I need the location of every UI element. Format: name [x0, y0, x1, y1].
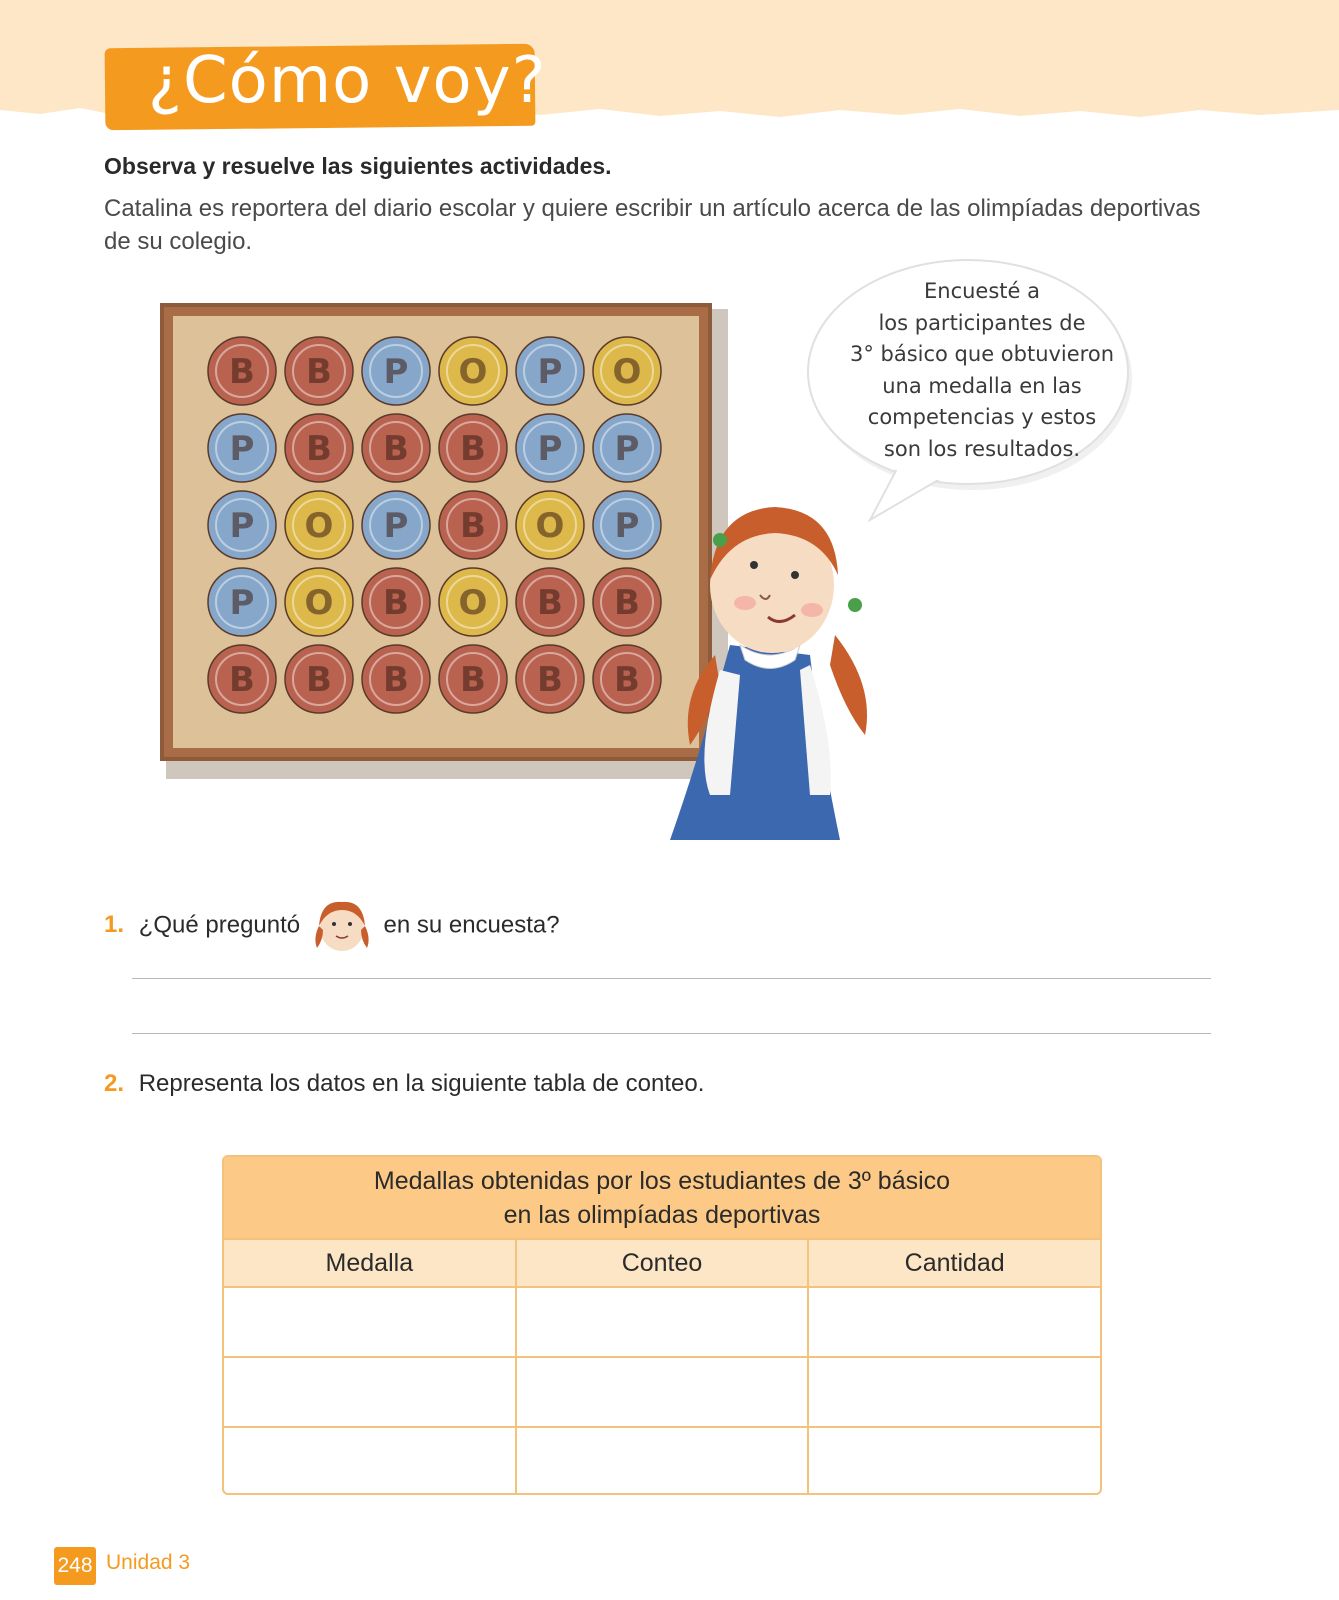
speech-line: competencias y estos: [867, 405, 1097, 429]
medal-letter: P: [229, 583, 255, 623]
table-cell[interactable]: [224, 1428, 515, 1495]
medal-letter: B: [460, 429, 486, 469]
answer-line[interactable]: [132, 1033, 1211, 1034]
medal-letter: B: [306, 352, 332, 392]
question-1-text-before: ¿Qué preguntó: [138, 911, 301, 939]
medal-letter: B: [460, 660, 486, 700]
question-2-text: Representa los datos en la siguiente tabla de conteo.: [138, 1070, 705, 1097]
question-1: [104, 898, 560, 954]
medal-letter: P: [537, 429, 563, 469]
medal-letter: O: [304, 583, 334, 623]
tally-table-title-line: en las olimpíadas deportivas: [503, 1201, 821, 1229]
medal-letter: O: [535, 506, 565, 546]
medal-letter: P: [614, 429, 640, 469]
table-cell[interactable]: [807, 1358, 1100, 1426]
medal-letter: B: [460, 506, 486, 546]
medal-B: [439, 414, 507, 482]
medal-letter: P: [383, 506, 409, 546]
medal-O: [516, 491, 584, 559]
table-row: [224, 1426, 1100, 1495]
medal-letter: B: [229, 352, 255, 392]
medal-letter: B: [306, 660, 332, 700]
intro-paragraph: Catalina es reportera del diario escolar y quiere escribir un artículo acerca de las olimpíadas deportivas de su colegio.: [104, 195, 1201, 255]
tally-table-title: [224, 1157, 1100, 1238]
page-title: ¿Cómo voy?: [148, 44, 547, 118]
medal-P: [208, 491, 276, 559]
medal-letter: B: [229, 660, 255, 700]
speech-line: los participantes de: [878, 310, 1086, 335]
medal-letter: B: [383, 583, 409, 623]
speech-line: son los resultados.: [883, 436, 1081, 461]
medal-B: [285, 414, 353, 482]
medal-P: [593, 414, 661, 482]
medal-B: [439, 645, 507, 713]
column-header: Conteo: [515, 1240, 808, 1286]
column-header: Medalla: [325, 1248, 414, 1277]
medal-P: [516, 337, 584, 405]
question-number: 1.: [104, 911, 125, 939]
medal-B: [208, 645, 276, 713]
question-number: 2.: [104, 1070, 125, 1097]
question-1-text-after: en su encuesta?: [383, 911, 560, 939]
medal-B: [593, 568, 661, 636]
speech-bubble-text: [822, 276, 1142, 465]
medal-letter: O: [304, 506, 334, 546]
girl-illustration: [660, 495, 890, 845]
medal-B: [362, 414, 430, 482]
medal-letter: B: [614, 660, 640, 700]
table-cell[interactable]: [807, 1428, 1100, 1495]
tally-table-title-line: Medallas obtenidas por los estudiantes de 3º básico: [373, 1167, 951, 1195]
medal-B: [362, 568, 430, 636]
table-cell[interactable]: [515, 1288, 808, 1356]
question-2: [104, 1070, 704, 1098]
medal-B: [285, 337, 353, 405]
medal-B: [362, 645, 430, 713]
medal-B: [285, 645, 353, 713]
medal-P: [208, 414, 276, 482]
medal-letter: B: [383, 429, 409, 469]
medal-P: [208, 568, 276, 636]
table-cell[interactable]: [224, 1358, 515, 1426]
table-cell[interactable]: [224, 1288, 515, 1356]
medal-letter: O: [612, 352, 642, 392]
medal-O: [593, 337, 661, 405]
medal-B: [593, 645, 661, 713]
medal-letter: P: [537, 352, 563, 392]
medal-P: [516, 414, 584, 482]
medal-O: [439, 337, 507, 405]
table-row: [224, 1356, 1100, 1426]
page-number: 248: [54, 1547, 96, 1585]
medal-B: [516, 568, 584, 636]
tally-table: [222, 1155, 1102, 1495]
medal-letter: B: [537, 583, 563, 623]
table-cell[interactable]: [807, 1288, 1100, 1356]
medal-letter: B: [306, 429, 332, 469]
medal-letter: P: [383, 352, 409, 392]
medal-O: [285, 491, 353, 559]
medal-B: [516, 645, 584, 713]
medal-P: [593, 491, 661, 559]
medal-O: [285, 568, 353, 636]
table-row: [224, 1286, 1100, 1356]
medal-O: [439, 568, 507, 636]
column-header: Cantidad: [807, 1240, 1100, 1286]
instruction-heading: Observa y resuelve las siguientes actividades.: [104, 153, 612, 179]
medal-letter: O: [458, 352, 488, 392]
tally-table-header-row: [224, 1238, 1100, 1286]
medal-letter: P: [229, 429, 255, 469]
medal-letter: O: [458, 583, 488, 623]
medal-letter: B: [383, 660, 409, 700]
speech-line: una medalla en las: [882, 373, 1082, 398]
medal-B: [439, 491, 507, 559]
unit-label: Unidad 3: [106, 1551, 191, 1574]
speech-line: 3° básico que obtuvieron: [849, 342, 1115, 366]
medal-P: [362, 337, 430, 405]
speech-line: Encuesté a: [924, 279, 1040, 303]
medal-letter: B: [614, 583, 640, 623]
medal-letter: P: [614, 506, 640, 546]
table-cell[interactable]: [515, 1428, 808, 1495]
catalina-face-icon: [313, 898, 371, 954]
medal-B: [208, 337, 276, 405]
cork-board: [160, 303, 730, 781]
medal-letter: P: [229, 506, 255, 546]
medal-P: [362, 491, 430, 559]
medal-letter: B: [537, 660, 563, 700]
table-cell[interactable]: [515, 1358, 808, 1426]
answer-line[interactable]: [132, 978, 1211, 979]
